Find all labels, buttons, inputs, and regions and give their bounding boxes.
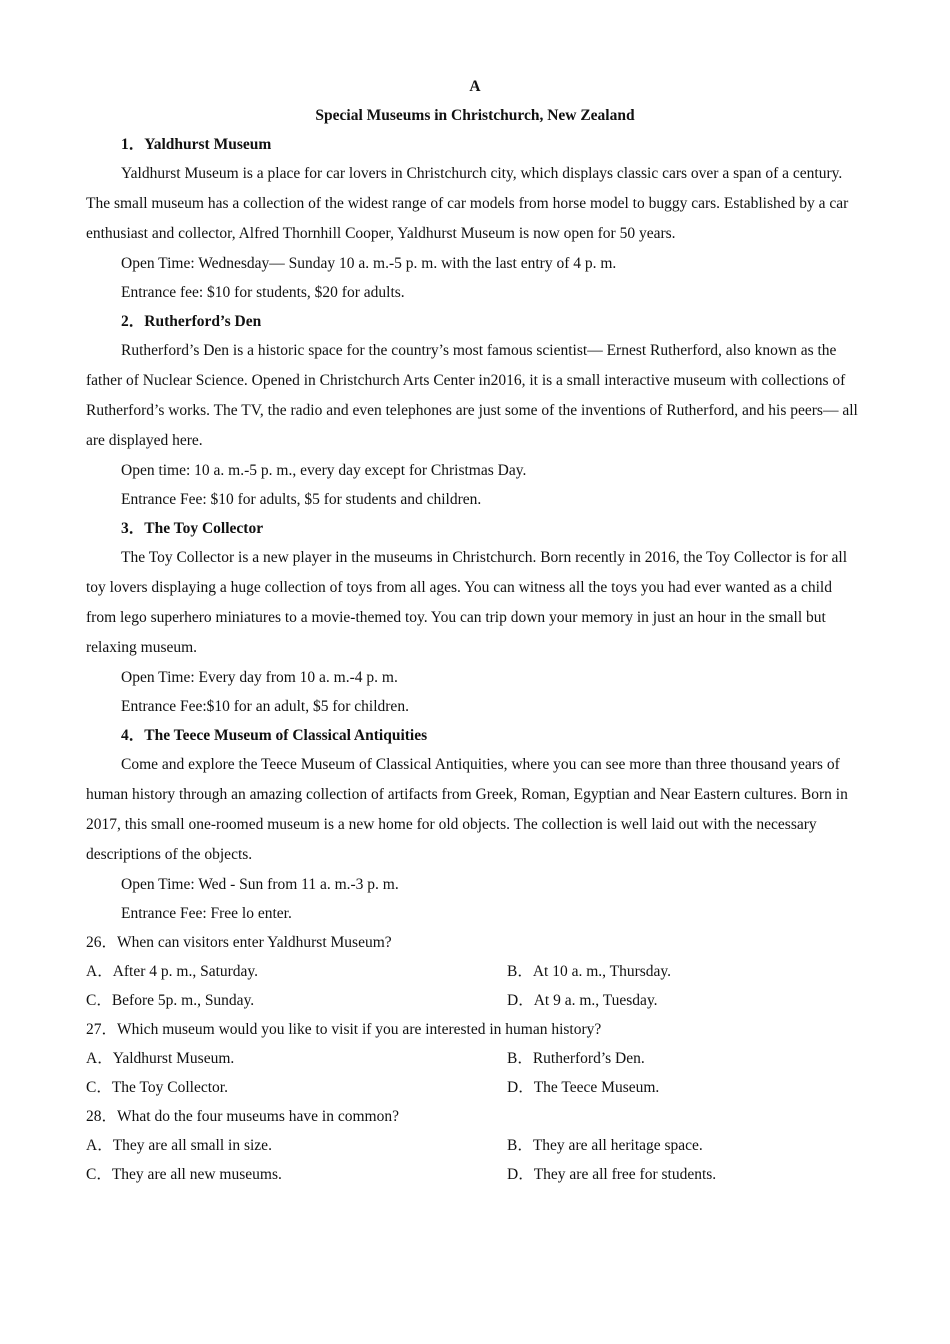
option-row [86, 1160, 864, 1189]
museum-open-time: Open Time: Every day from 10 a. m.-4 p. m. [121, 669, 398, 686]
option-b: B．Rutherford’s Den. [507, 1050, 645, 1067]
museum-description: The Toy Collector is a new player in the museums in Christchurch. Born recently in 2016, the Toy Collector is for all toy lovers displaying a huge collection of toys from all ages. You can witness all the toys you had ever wanted as a child from lego superhero miniatures to a movie-themed toy. You can trip down your memory in just an hour in the small but relaxing museum. [86, 549, 848, 656]
question-stem: 27．Which museum would you like to visit if you are interested in human history? [86, 1021, 602, 1038]
option-c: C．The Toy Collector. [86, 1079, 228, 1096]
museum-section-3 [86, 514, 864, 721]
option-c: C．They are all new museums. [86, 1166, 282, 1183]
museum-fee: Entrance Fee: $10 for adults, $5 for students and children. [121, 491, 482, 508]
museum-section-4 [86, 721, 864, 928]
option-row [86, 957, 864, 986]
section-letter: A [469, 78, 481, 95]
option-d: D．The Teece Museum. [507, 1079, 660, 1096]
museum-section-2 [86, 307, 864, 514]
option-d: D．At 9 a. m., Tuesday. [507, 992, 658, 1009]
option-row [86, 1131, 864, 1160]
museum-heading: 4．The Teece Museum of Classical Antiquities [121, 727, 428, 744]
museum-open-time: Open time: 10 a. m.-5 p. m., every day except for Christmas Day. [121, 462, 527, 479]
museum-fee: Entrance Fee:$10 for an adult, $5 for children. [121, 698, 409, 715]
question-stem: 26．When can visitors enter Yaldhurst Museum? [86, 934, 392, 951]
option-a: A．Yaldhurst Museum. [86, 1050, 235, 1067]
museum-open-time: Open Time: Wed - Sun from 11 a. m.-3 p. m. [121, 876, 399, 893]
option-row [86, 1044, 864, 1073]
option-c: C．Before 5p. m., Sunday. [86, 992, 255, 1009]
option-row [86, 1073, 864, 1102]
museum-open-time: Open Time: Wednesday— Sunday 10 a. m.-5 p. m. with the last entry of 4 p. m. [121, 255, 617, 272]
museum-section-1 [86, 130, 864, 307]
museum-description: Rutherford’s Den is a historic space for the country’s most famous scientist— Ernest Rutherford, also known as the father of Nuclear Science. Opened in Christchurch Arts Center in2016, it is a small interactive museum with collections of Rutherford’s works. The TV, the radio and even telephones are just some of the inventions of Rutherford, and his peers— all are displayed here. [86, 342, 858, 449]
option-a: A．After 4 p. m., Saturday. [86, 963, 259, 980]
option-a: A．They are all small in size. [86, 1137, 272, 1154]
option-d: D．They are all free for students. [507, 1166, 717, 1183]
museum-heading: 3．The Toy Collector [121, 520, 264, 537]
document-page [86, 72, 864, 1189]
passage-title: Special Museums in Christchurch, New Zealand [315, 107, 635, 124]
option-b: B．At 10 a. m., Thursday. [507, 963, 672, 980]
museum-fee: Entrance fee: $10 for students, $20 for adults. [121, 284, 405, 301]
option-row [86, 986, 864, 1015]
museum-description: Come and explore the Teece Museum of Classical Antiquities, where you can see more than three thousand years of human history through an amazing collection of artifacts from Greek, Roman, Egyptian and Near Eastern cultures. Born in 2017, this small one-roomed museum is a new home for old objects. The collection is well laid out with the necessary descriptions of the objects. [86, 756, 848, 863]
question-stem: 28．What do the four museums have in common? [86, 1108, 399, 1125]
museum-heading: 1．Yaldhurst Museum [121, 136, 272, 153]
museum-fee: Entrance Fee: Free lo enter. [121, 905, 292, 922]
question-26 [86, 928, 864, 1015]
museum-description: Yaldhurst Museum is a place for car lovers in Christchurch city, which displays classic cars over a span of a century. The small museum has a collection of the widest range of car models from horse model to buggy cars. Established by a car enthusiast and collector, Alfred Thornhill Cooper, Yaldhurst Museum is now open for 50 years. [86, 165, 849, 242]
museum-heading: 2．Rutherford’s Den [121, 313, 262, 330]
option-b: B．They are all heritage space. [507, 1137, 703, 1154]
question-27 [86, 1015, 864, 1102]
question-28 [86, 1102, 864, 1189]
